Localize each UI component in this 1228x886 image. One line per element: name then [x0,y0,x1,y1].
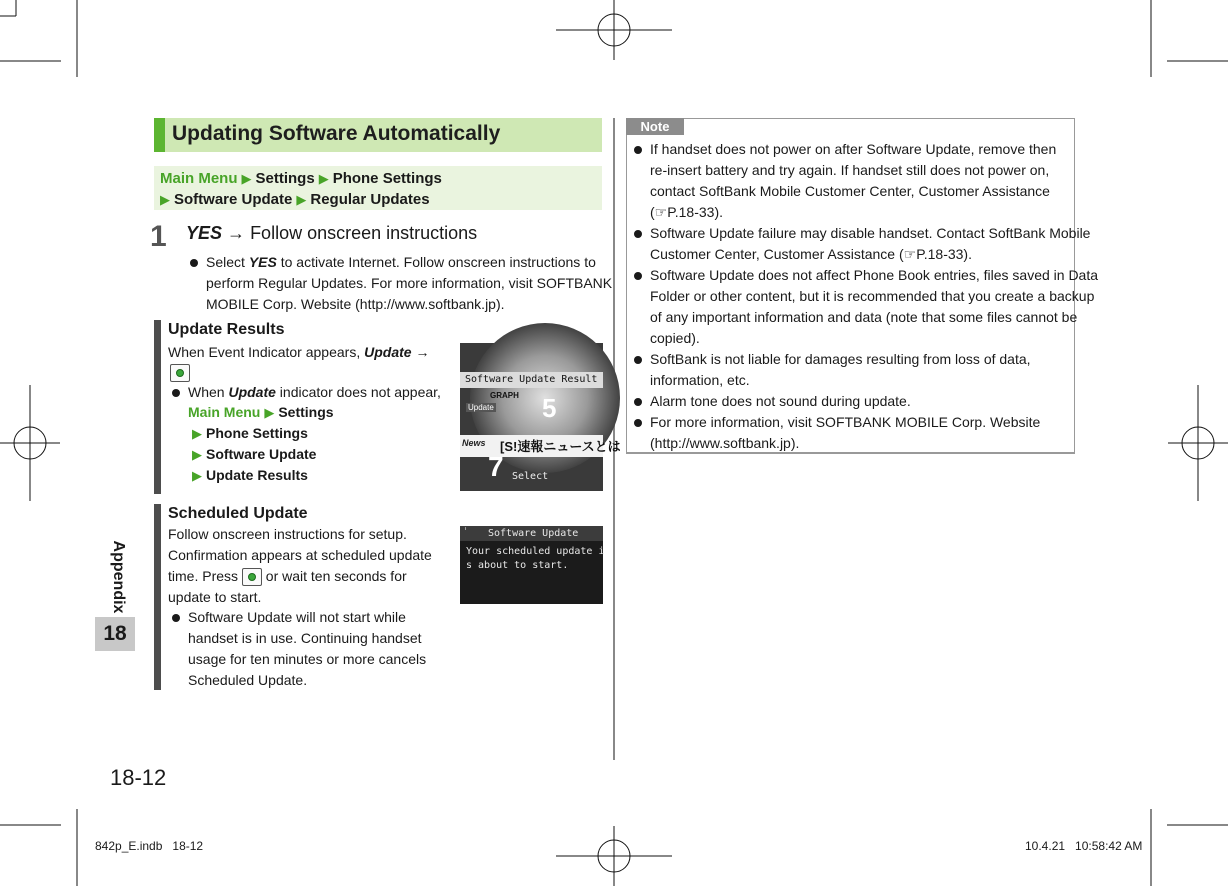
bullet-icon [634,398,642,406]
bullet-icon [634,419,642,427]
triangle-right-icon: ▶ [192,447,202,462]
slug-left: 842p_E.indb 18-12 [95,839,204,853]
menu-software-update [188,446,316,463]
center-key-icon [170,364,190,382]
note-text: re-insert battery and try again. If handset still does not power on, [650,162,1050,178]
step-instruction [186,223,477,244]
bullet-keyword: Update [228,384,276,400]
update-results-title: Update Results [168,321,285,338]
menu-phone-settings [188,425,308,442]
path-software-update: Software Update [174,191,293,208]
note-text: (http://www.softbank.jp). [650,435,800,451]
note-label: Note [626,118,684,135]
bullet-icon [190,259,198,267]
menu-label: Phone Settings [206,425,308,441]
bullet-text: Select [206,254,249,270]
select-softkey: Select [512,471,549,482]
slug-right: 10.4.21 10:58:42 AM [1025,839,1143,853]
note-text: (☞P.18-33). [650,204,723,220]
bullet-text: When [188,384,229,400]
side-tab-text: Appendix [110,540,127,614]
bullet-text: Scheduled Update. [188,672,308,688]
path-main-menu: Main Menu [160,170,238,187]
news-ticker [460,435,621,457]
page-number: 18-12 [110,765,167,790]
note-text: contact SoftBank Mobile Customer Center, Customer Assistance [650,183,1050,199]
update-keyword: Update [364,344,412,360]
triangle-right-icon: ▶ [241,171,252,186]
body-text: time. Press [168,568,242,584]
side-tab-label [98,540,138,620]
section-title-text: Updating Software Automatically [172,122,501,145]
menu-settings: Settings [278,404,334,420]
step-text: Follow onscreen instructions [250,223,478,243]
path-settings: Settings [255,170,315,187]
note-text: SoftBank is not liable for damages resulting from loss of data, [650,351,1031,367]
body-text: Confirmation appears at scheduled update [168,547,432,563]
arrow-icon: → [227,223,246,243]
scheduled-update-title: Scheduled Update [168,505,308,522]
step-number: 1 [150,220,167,253]
bullet-icon [634,230,642,238]
section-marker [154,320,161,494]
triangle-right-icon: ▶ [264,405,275,420]
screen-title: Software Update [488,528,579,539]
bullet-text: MOBILE Corp. Website (http://www.softbank.jp). [206,296,505,312]
bullet-icon [172,389,180,397]
news-label: News [462,438,486,448]
triangle-right-icon: ▶ [318,171,329,186]
screen-message: Your scheduled update i s about to start. [466,546,605,571]
step-keyword: YES [186,223,223,243]
side-tab-number: 18 [95,617,135,651]
menu-main-menu: Main Menu [188,404,261,420]
note-text: Customer Center, Customer Assistance (☞P.18-33). [650,246,972,262]
update-indicator: Update [468,403,494,412]
bullet-icon [634,272,642,280]
body-text: Follow onscreen instructions for setup. [168,526,407,542]
note-text: Software Update failure may disable handset. Contact SoftBank Mobile [650,225,1091,241]
section-title [154,118,602,152]
dial-digit-7: 7 [488,451,504,482]
screen-banner: Software Update Result [460,372,603,388]
body-text: update to start. [168,589,262,605]
note-text: Software Update does not affect Phone Book entries, files saved in Data [650,267,1099,283]
menu-main [188,404,334,421]
note-text: For more information, visit SOFTBANK MOBILE Corp. Website [650,414,1041,430]
bullet-icon [634,146,642,154]
menu-label: Software Update [206,446,317,462]
bullet-text: indicator does not appear, [275,384,441,400]
arrow-icon: → [415,344,430,360]
menu-path [154,166,602,210]
bullet-text: Software Update will not start while [188,609,406,625]
note-text: of any important information and data (note that some files cannot be [650,309,1078,325]
center-key-icon [242,568,262,586]
note-text: Alarm tone does not sound during update. [650,393,911,409]
news-text: [S!速報ニュースとは [500,439,621,454]
triangle-right-icon: ▶ [192,426,202,441]
bullet-icon [172,614,180,622]
path-phone-settings: Phone Settings [332,170,442,187]
dial-digit-5: 5 [542,393,557,423]
triangle-right-icon: ▶ [296,192,307,207]
bullet-icon [634,356,642,364]
bullet-keyword: YES [248,254,277,270]
update-results-text [168,342,429,363]
update-result-screenshot [460,343,621,491]
path-regular-updates: Regular Updates [310,191,430,208]
menu-label: Update Results [206,467,308,483]
graph-label: GRAPH [490,391,519,400]
bullet-text: usage for ten minutes or more cancels [188,651,427,667]
section-marker [154,504,161,690]
bullet-text: handset is in use. Continuing handset [188,630,422,646]
menu-update-results [188,467,308,484]
bullet-text: to activate Internet. Follow onscreen instructions to [276,254,596,270]
triangle-right-icon: ▶ [192,468,202,483]
bullet-text: perform Regular Updates. For more information, visit SOFTBANK [206,275,613,291]
screen-header [460,526,603,541]
note-text: If handset does not power on after Software Update, remove then [650,141,1057,157]
note-text: Folder or other content, but it is recommended that you create a backup [650,288,1095,304]
scheduled-update-text [168,524,432,608]
note-text: information, etc. [650,372,750,388]
body-text: or wait ten seconds for [261,568,407,584]
scheduled-update-screenshot [460,526,603,604]
triangle-right-icon: ▶ [160,192,170,207]
note-text: copied). [650,330,700,346]
body-text: When Event Indicator appears, [168,344,365,360]
